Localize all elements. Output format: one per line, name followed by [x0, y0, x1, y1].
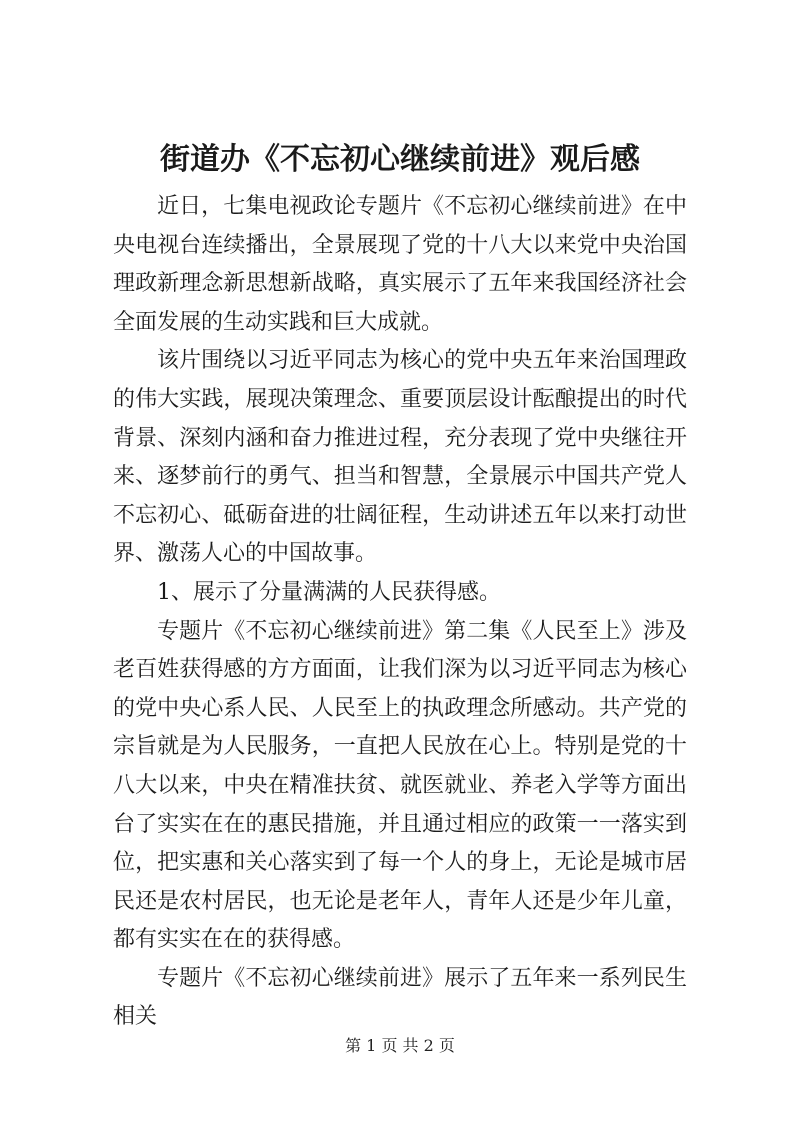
document-title: 街道办《不忘初心继续前进》观后感	[160, 142, 640, 177]
document-body	[113, 188, 687, 1037]
paragraph-overview: 该片围绕以习近平同志为核心的党中央五年来治国理政的伟大实践，展现决策理念、重要顶层设计酝酿提出的时代背景、深刻内涵和奋力推进过程，充分表现了党中央继往开来、逐梦前行的勇气、担当和智慧，全景展示中国共产党人不忘初心、砥砺奋进的壮阔征程，生动讲述五年以来打动世界、激荡人心的中国故事。	[113, 348, 687, 567]
paragraph-intro: 近日，七集电视政论专题片《不忘初心继续前进》在中央电视台连续播出，全景展现了党的十八大以来党中央治国理政新理念新思想新战略，真实展示了五年来我国经济社会全面发展的生动实践和巨大成就。	[113, 194, 687, 335]
paragraph-people-first: 专题片《不忘初心继续前进》第二集《人民至上》涉及老百姓获得感的方方面面，让我们深为以习近平同志为核心的党中央心系人民、人民至上的执政理念所感动。共产党的宗旨就是为人民服务，一直把人民放在心上。特别是党的十八大以来，中央在精准扶贫、就医就业、养老入学等方面出台了实实在在的惠民措施，并且通过相应的政策一一落实到位，把实惠和关心落实到了每一个人的身上，无论是城市居民还是农村居民，也无论是老年人，青年人还是少年儿童，都有实实在在的获得感。	[113, 618, 687, 953]
page-number-footer: 第 1 页 共 2 页	[345, 1036, 455, 1055]
section-heading-1: 1、展示了分量满满的人民获得感。	[157, 579, 501, 605]
paragraph-livelihood: 专题片《不忘初心继续前进》展示了五年来一系列民生相关	[113, 965, 687, 1030]
